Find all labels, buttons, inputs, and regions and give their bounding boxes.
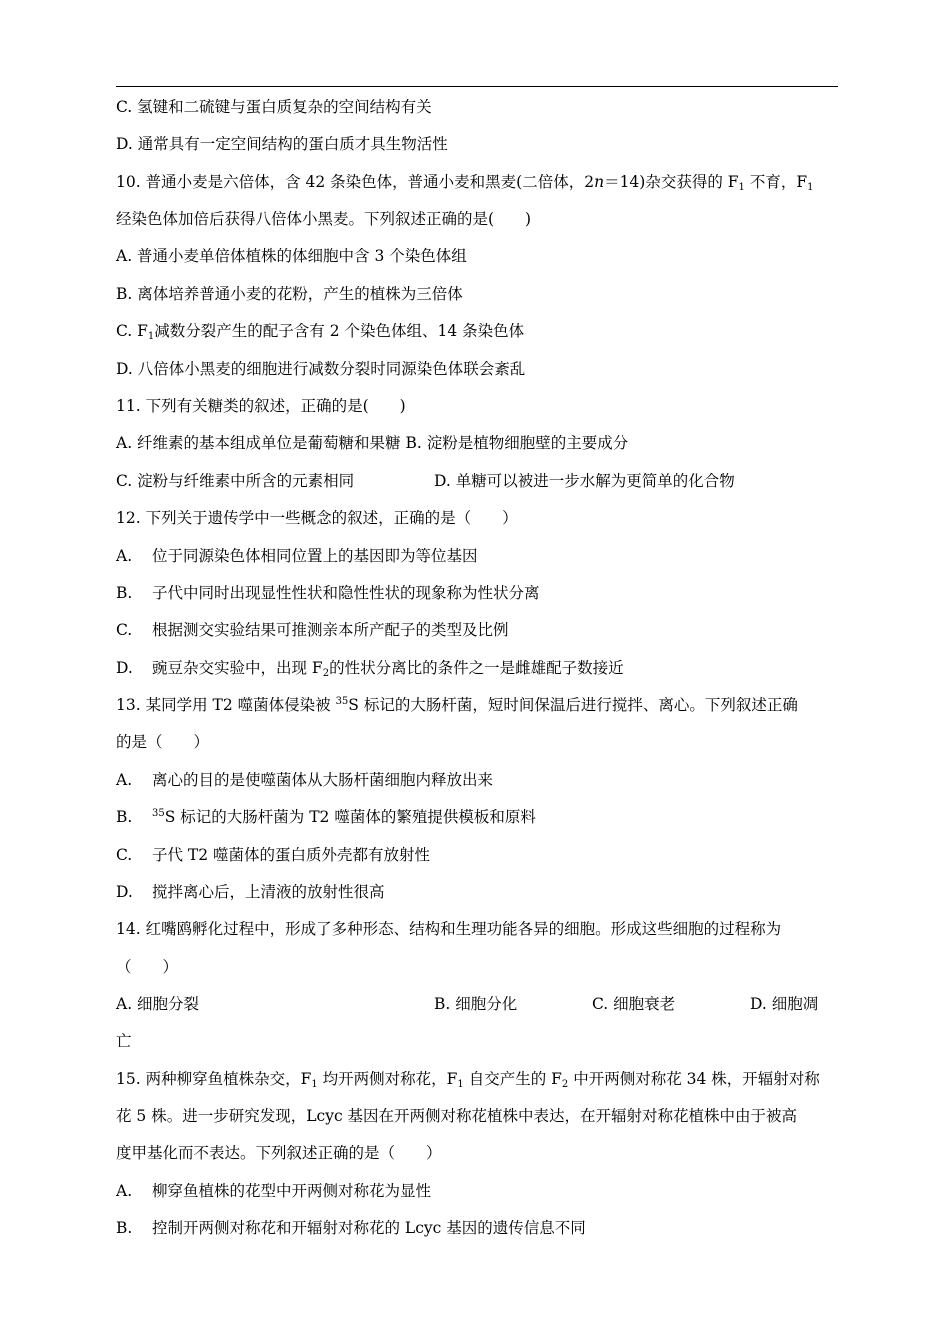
q15-stem-line3: 度甲基化而不表达。下列叙述正确的是（ ）: [116, 1144, 442, 1162]
q11-options-cd: [116, 470, 838, 492]
q14-options: [116, 993, 838, 1015]
q13-option-b: B. $^{35}$S 标记的大肠杆菌为 T2 噬菌体的繁殖提供模板和原料: [116, 808, 536, 826]
q15-option-a: A. 柳穿鱼植株的花型中开两侧对称花为显性: [116, 1182, 432, 1200]
q14-stem-line1: 14. 红嘴鸥孵化过程中，形成了多种形态、结构和生理功能各异的细胞。形成这些细胞的过程称为: [116, 920, 782, 938]
q14-option-c: C. 细胞衰老: [592, 995, 676, 1013]
q14-option-a: A. 细胞分裂: [116, 995, 200, 1013]
header-rule: [116, 86, 838, 87]
q10-option-c: C. $F_1$减数分裂产生的配子含有 2 个染色体组、14 条染色体: [116, 322, 525, 342]
q14-option-d: D. 细胞凋: [750, 995, 819, 1013]
q10-option-b: B. 离体培养普通小麦的花粉，产生的植株为三倍体: [116, 285, 463, 303]
q11-options-ab: A. 纤维素的基本组成单位是葡萄糖和果糖 B. 淀粉是植物细胞壁的主要成分: [116, 434, 629, 452]
q11-option-c: C. 淀粉与纤维素中所含的元素相同: [116, 472, 355, 490]
q15-stem-line1: 15. 两种柳穿鱼植株杂交，$F_1$ 均开两侧对称花，$F_1$ 自交产生的 $F_2$ 中开两侧对称花 34 株，开辐射对称: [116, 1070, 820, 1090]
q12-option-d: D. 豌豆杂交实验中，出现 $F_2$的性状分离比的条件之一是雌雄配子数接近: [116, 659, 624, 679]
q9-option-c: C. 氢键和二硫键与蛋白质复杂的空间结构有关: [116, 98, 432, 116]
q11-option-d: D. 单糖可以被进一步水解为更简单的化合物: [434, 472, 735, 490]
q9-option-d: D. 通常具有一定空间结构的蛋白质才具生物活性: [116, 135, 448, 153]
q12-option-c: C. 根据测交实验结果可推测亲本所产配子的类型及比例: [116, 621, 509, 639]
q13-option-a: A. 离心的目的是使噬菌体从大肠杆菌细胞内释放出来: [116, 771, 494, 789]
q14-option-b: B. 细胞分化: [434, 995, 518, 1013]
q15-stem-line2: 花 5 株。进一步研究发现，Lcyc 基因在开两侧对称花植株中表达，在开辐射对称花植株中由于被高: [116, 1107, 798, 1125]
q10-option-a: A. 普通小麦单倍体植株的体细胞中含 3 个染色体组: [116, 247, 467, 265]
q15-option-b: B. 控制开两侧对称花和开辐射对称花的 Lcyc 基因的遗传信息不同: [116, 1219, 586, 1237]
q13-stem-line1: 13. 某同学用 T2 噬菌体侵染被 $^{35}$S 标记的大肠杆菌，短时间保温后进行搅拌、离心。下列叙述正确: [116, 696, 798, 714]
q12-stem: 12. 下列关于遗传学中一些概念的叙述，正确的是（ ）: [116, 509, 518, 527]
q13-option-d: D. 搅拌离心后，上清液的放射性很高: [116, 883, 385, 901]
q14-stem-line2: （ ）: [116, 958, 179, 976]
q11-stem: 11. 下列有关糖类的叙述，正确的是( ): [116, 397, 406, 415]
q10-option-d: D. 八倍体小黑麦的细胞进行减数分裂时同源染色体联会紊乱: [116, 360, 526, 378]
q13-stem-line2: 的是（ ）: [116, 733, 210, 751]
q14-option-d-wrap: 亡: [116, 1032, 132, 1050]
q12-option-b: B. 子代中同时出现显性性状和隐性性状的现象称为性状分离: [116, 584, 540, 602]
q10-stem-line1: 10. 普通小麦是六倍体，含 42 条染色体，普通小麦和黑麦(二倍体，2n＝14)杂交获得的 $F_1$ 不育，$F_1$: [116, 173, 814, 193]
q10-stem-line2: 经染色体加倍后获得八倍体小黑麦。下列叙述正确的是( ): [116, 210, 532, 228]
q13-option-c: C. 子代 T2 噬菌体的蛋白质外壳都有放射性: [116, 846, 431, 864]
q12-option-a: A. 位于同源染色体相同位置上的基因即为等位基因: [116, 547, 478, 565]
